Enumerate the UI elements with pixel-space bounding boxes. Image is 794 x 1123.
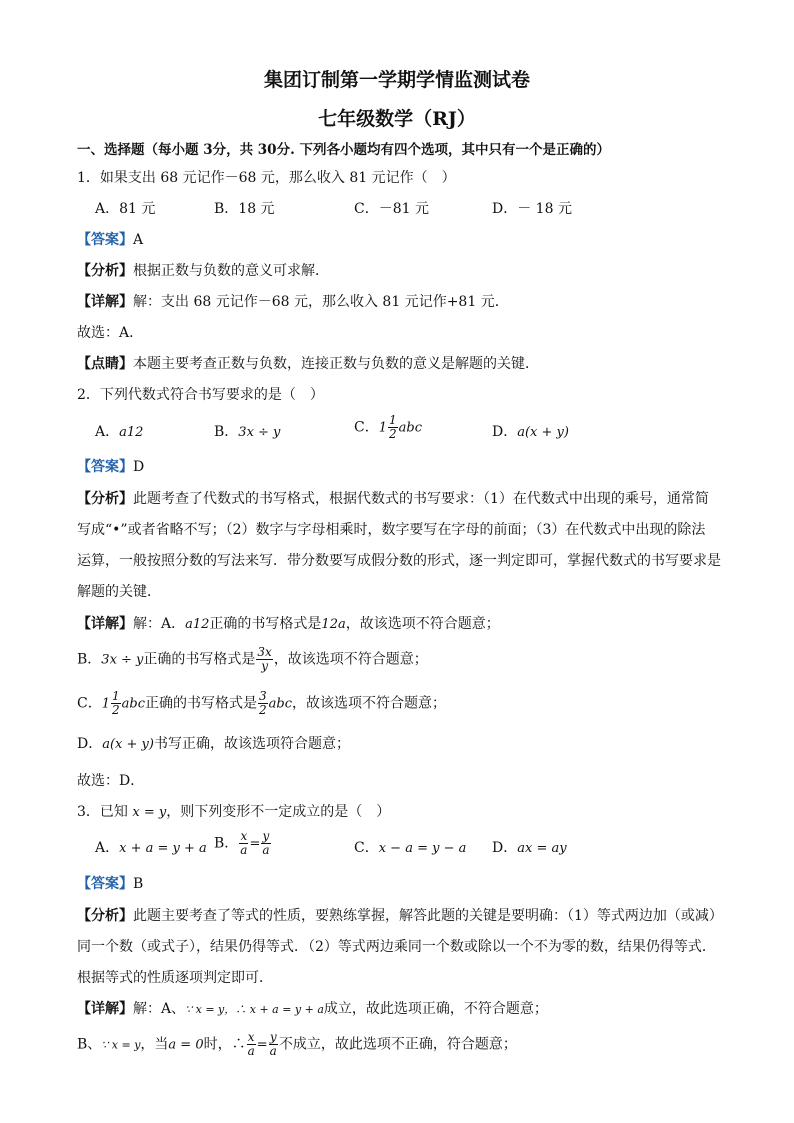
q3-analysis-line-1 [77, 906, 723, 926]
q2-stem: 2．下列代数式符合书写要求的是（ ） [77, 387, 324, 403]
fraction-numerator: y [269, 1030, 277, 1044]
q2-option-a [95, 422, 143, 443]
answer-label: 【答案】 [77, 232, 133, 248]
q3-detail-b [77, 1031, 517, 1058]
fraction-denominator: y [261, 659, 268, 673]
q2-option-c [354, 414, 422, 441]
q1-option-d: D．－ 18 元 [492, 201, 572, 217]
q2-detail-d [77, 734, 350, 755]
q1-stem: 1．如果支出 68 元记作－68 元，那么收入 81 元记作（ ） [77, 170, 456, 186]
fraction-denominator: 2 [112, 703, 120, 717]
q2-option-a-expr: a12 [119, 425, 144, 440]
detail-label: 【详解】 [77, 616, 133, 632]
q2-option-c-fraction [388, 414, 398, 441]
q1-comment [77, 354, 539, 374]
fraction-denominator: a [240, 843, 248, 857]
q3-answer [77, 874, 143, 894]
q3-detail-a-post: 成立，故此选项正确，不符合题意； [323, 1001, 548, 1017]
q2-detail-a-expr: a12 [185, 617, 210, 632]
page-title: 集团订制第一学期学情监测试卷 [263, 69, 530, 91]
q2-detail-a-mid: 正确的书写格式是 [209, 616, 322, 632]
q3-option-c-expr: x − a = y − a [378, 841, 467, 856]
q2-detail-a-answer: 12a [321, 617, 346, 632]
q2-detail-a [77, 614, 500, 635]
analysis-label: 【分析】 [77, 491, 133, 507]
page-subtitle: 七年级数学（RJ） [318, 108, 476, 130]
q2-analysis-line-1 [77, 489, 709, 509]
q3-option-b-fraction-1 [239, 830, 248, 857]
fraction-numerator: 3x [257, 645, 272, 659]
fraction-numerator: 1 [112, 689, 120, 703]
fraction-denominator: 2 [259, 703, 267, 717]
q3-detail-b-when2: 时，∴ [203, 1036, 246, 1053]
q2-detail-b-mid: 正确的书写格式是 [143, 651, 256, 668]
q3-option-a-label: A． [95, 840, 120, 856]
q3-stem-pre: 3．已知 [77, 804, 128, 820]
q3-stem-post: ，则下列变形不一定成立的是（ ） [166, 804, 391, 820]
q2-detail-d-post: 书写正确，故该选项符合题意； [153, 736, 350, 752]
q1-analysis-text: 根据正数与负数的意义可求解． [133, 263, 329, 279]
q3-detail-b-because: ∵ x = y [101, 1038, 141, 1052]
fraction-numerator: x [247, 1030, 255, 1044]
q3-option-b [214, 830, 272, 857]
q2-detail-c-fraction [111, 690, 121, 717]
q2-detail-b [77, 646, 428, 673]
q3-analysis-text: 此题主要考查了等式的性质，要熟练掌握，解答此题的关键是要明确：（1）等式两边加（或减） [133, 908, 723, 924]
q2-option-b-expr: 3x ÷ y [238, 425, 281, 440]
q3-analysis-line-3: 根据等式的性质逐项判定即可． [77, 970, 273, 986]
q1-answer [77, 230, 143, 250]
fraction-numerator: x [240, 829, 248, 843]
q1-detail-text: 解：支出 68 元记作－68 元，那么收入 81 元记作+81 元． [133, 294, 509, 310]
q2-analysis-text: 此题考查了代数式的书写格式，根据代数式的书写要求：（1）在代数式中出现的乘号，通常简 [133, 491, 709, 507]
q3-detail-b-post: 不成立，故此选项不正确，符合题意； [278, 1036, 517, 1053]
analysis-label: 【分析】 [77, 263, 133, 279]
q3-detail-b-when: ，当 [140, 1036, 169, 1053]
q3-detail-b-pre: B、 [77, 1036, 102, 1053]
q3-option-a [95, 838, 207, 859]
q3-option-b-label: B． [214, 835, 239, 852]
q1-option-b: B．18 元 [214, 201, 275, 217]
fraction-denominator: 2 [389, 427, 397, 441]
q2-detail-a-post: ，故该选项不符合题意； [345, 616, 500, 632]
q2-option-c-whole: 1 [378, 420, 387, 436]
q3-detail-a [77, 999, 548, 1020]
q2-detail-c-tail-2: abc [268, 696, 292, 712]
q2-analysis-line-2: 写成“•”或者省略不写；（2）数字与字母相乘时，数字要写在字母的前面；（3）在代数式中出现的除法 [77, 522, 706, 538]
fraction-denominator: a [269, 1044, 277, 1058]
fraction-numerator: 3 [259, 689, 267, 703]
q3-option-d-expr: ax = ay [517, 841, 567, 856]
q3-stem-expr: x = y [132, 805, 167, 820]
q2-option-b [214, 422, 280, 443]
q3-stem [77, 802, 390, 823]
analysis-label: 【分析】 [77, 908, 133, 924]
q2-detail-c [77, 690, 446, 717]
q3-option-d-label: D． [492, 840, 518, 856]
fraction-numerator: y [262, 829, 270, 843]
q2-option-c-tail: abc [398, 420, 422, 436]
q2-detail-c-whole: 1 [101, 696, 110, 712]
q3-answer-value: B [133, 876, 144, 892]
q2-option-d-expr: a(x + y) [517, 425, 569, 440]
q1-detail [77, 292, 509, 312]
q3-detail-b-eq: = [256, 1037, 268, 1053]
q3-option-b-eq: = [249, 836, 261, 852]
answer-label: 【答案】 [77, 459, 133, 475]
q2-analysis-line-3: 运算，一般按照分数的写法来写．带分数要写成假分数的形式，逐一判定即可，掌握代数式的书写要求是 [77, 553, 721, 569]
q3-option-c-label: C． [354, 840, 379, 856]
q3-detail-a-pre: 解：A、 [133, 1001, 186, 1017]
detail-label: 【详解】 [77, 1001, 133, 1017]
q1-option-c: C．－81 元 [354, 201, 429, 217]
q2-detail-b-expr: 3x ÷ y [101, 652, 144, 668]
q3-option-d [492, 838, 567, 859]
q2-detail-c-post: ，故该选项不符合题意； [292, 695, 446, 712]
q2-option-b-label: B． [214, 424, 239, 440]
q2-detail-d-pre: D． [77, 736, 103, 752]
comment-label: 【点睛】 [77, 356, 133, 372]
section-heading: 一、选择题（每小题 3分，共 30分. 下列各小题均有四个选项，其中只有一个是正确的） [77, 142, 610, 158]
q2-detail-a-pre: 解：A． [133, 616, 186, 632]
q1-choose: 故选：A． [77, 325, 144, 341]
q3-detail-b-fraction-2 [269, 1031, 278, 1058]
q2-answer [77, 457, 144, 477]
q2-option-a-label: A． [95, 424, 120, 440]
q3-option-c [354, 838, 466, 859]
fraction-denominator: a [247, 1044, 255, 1058]
detail-label: 【详解】 [77, 294, 133, 310]
q1-analysis [77, 261, 329, 281]
q2-detail-c-pre: C． [77, 695, 102, 712]
q2-detail-b-fraction [256, 646, 272, 673]
q3-analysis-line-2: 同一个数（或式子），结果仍得等式．（2）等式两边乘同一个数或除以一个不为零的数，结果仍得等式． [77, 939, 716, 955]
q2-detail-c-mid: 正确的书写格式是 [145, 695, 257, 712]
q2-option-c-label: C． [354, 419, 379, 436]
q2-detail-b-pre: B． [77, 651, 102, 668]
q3-detail-b-fraction-1 [247, 1031, 256, 1058]
q2-detail-c-tail: abc [121, 696, 145, 712]
q3-detail-a-because: ∵ x = y [185, 1003, 225, 1016]
q1-comment-text: 本题主要考查正数与负数，连接正数与负数的意义是解题的关键． [133, 356, 539, 372]
q2-detail-b-post: ，故该选项不符合题意； [273, 651, 428, 668]
q3-detail-a-therefore: ，∴ x + a = y + a [224, 1003, 324, 1016]
q2-option-d-label: D． [492, 424, 518, 440]
q2-detail-c-fraction-2 [258, 690, 268, 717]
q3-option-a-expr: x + a = y + a [119, 841, 207, 856]
fraction-numerator: 1 [389, 413, 397, 427]
q1-option-a: A．81 元 [95, 201, 156, 217]
q2-answer-value: D [133, 459, 145, 475]
q3-option-b-fraction-2 [261, 830, 270, 857]
q3-detail-b-cond: a = 0 [168, 1037, 204, 1053]
q2-analysis-line-4: 解题的关键． [77, 584, 161, 600]
q1-answer-value: A [133, 232, 144, 248]
fraction-denominator: a [262, 843, 270, 857]
q2-detail-d-expr: a(x + y) [102, 737, 154, 752]
q2-option-d [492, 422, 569, 443]
q2-choose: 故选：D． [77, 773, 145, 789]
answer-label: 【答案】 [77, 876, 133, 892]
